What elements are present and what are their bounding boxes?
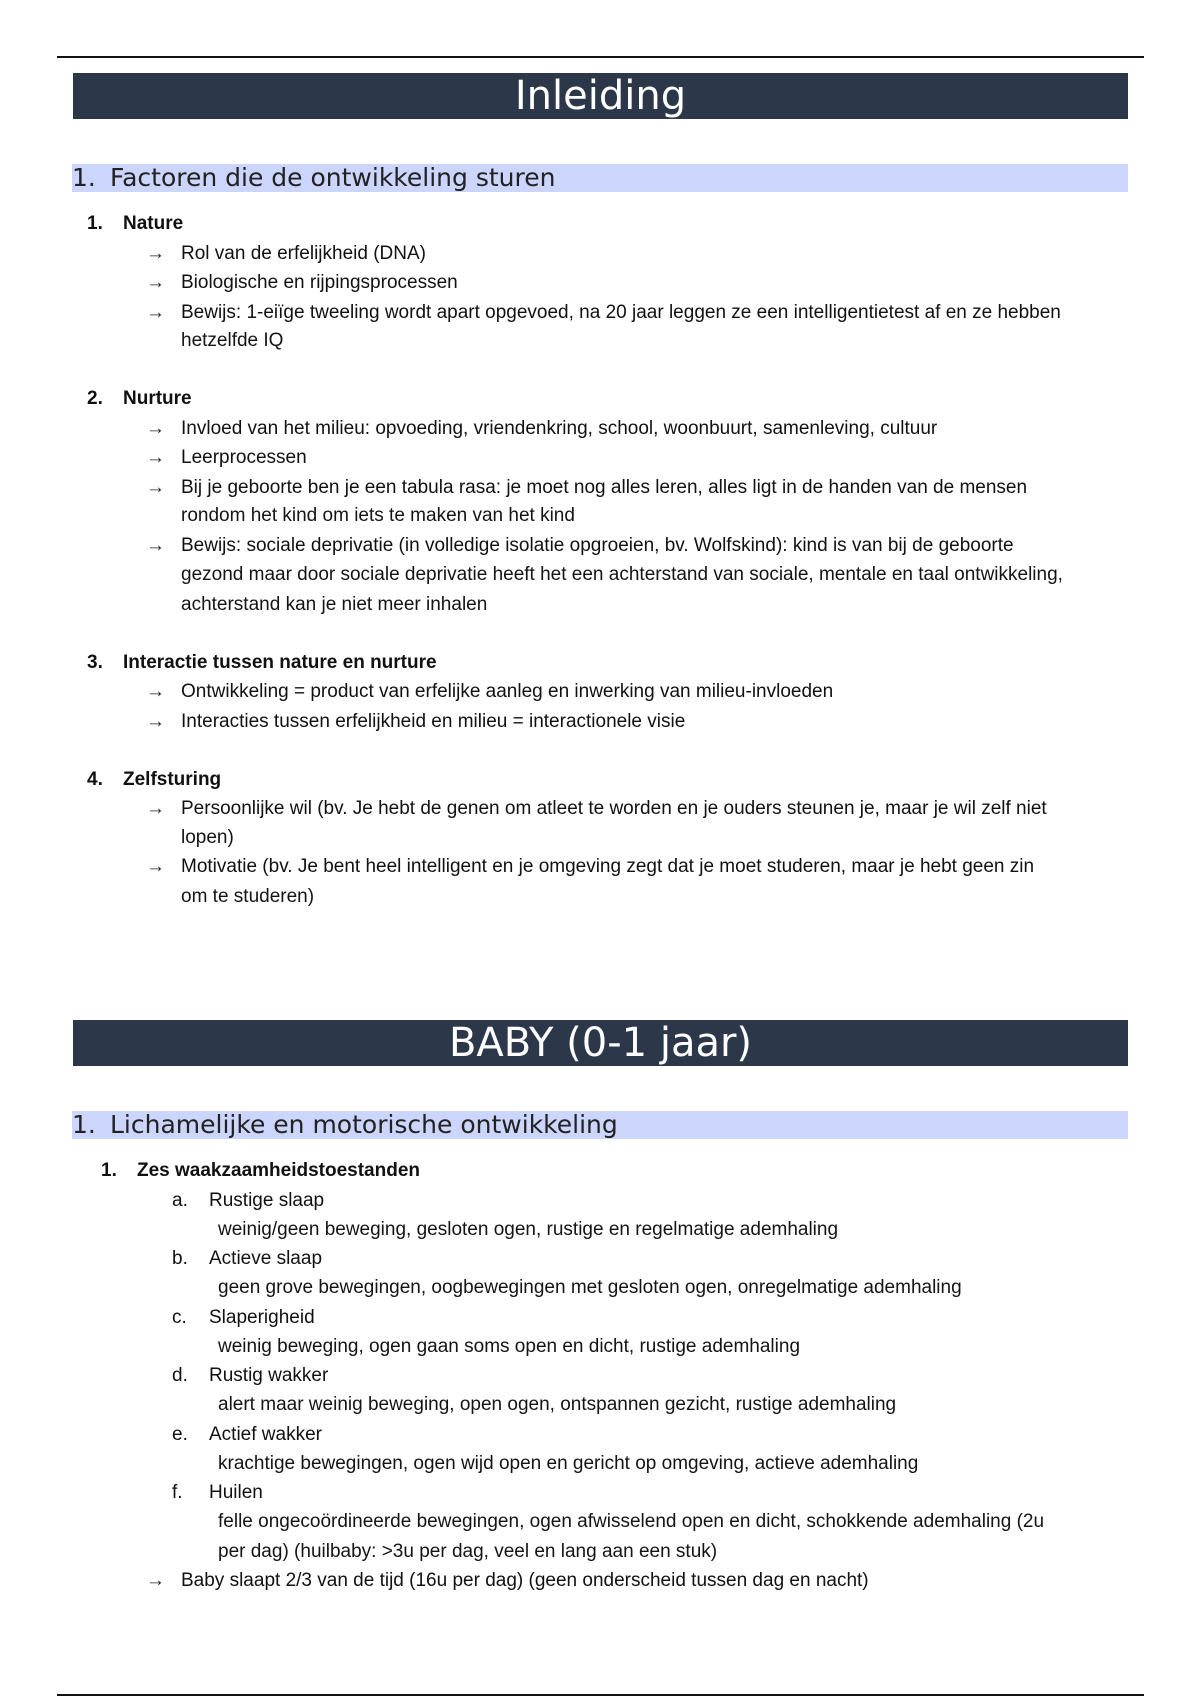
arrow-icon: → (146, 272, 165, 293)
item-heading-interactie: 3. Interactie tussen nature en nurture (87, 652, 437, 673)
list-item-continuation: achterstand kan je niet meer inhalen (181, 594, 488, 615)
subheading-text: Factoren die de ontwikkeling sturen (110, 163, 556, 192)
subheading-lichamelijk (72, 1111, 1128, 1139)
state-description: geen grove bewegingen, oogbewegingen met gesloten ogen, onregelmatige ademhaling (218, 1277, 962, 1298)
arrow-icon: → (146, 856, 165, 877)
arrow-icon: → (146, 477, 165, 498)
state-description: krachtige bewegingen, ogen wijd open en gericht op omgeving, actieve ademhaling (218, 1453, 919, 1474)
item-heading-nurture: 2. Nurture (87, 388, 192, 409)
arrow-icon: → (146, 418, 165, 439)
section-banner-inleiding: Inleiding (73, 73, 1128, 119)
subheading-number: 1. (72, 1110, 96, 1139)
list-item-continuation: lopen) (181, 827, 234, 848)
list-item-continuation: gezond maar door sociale deprivatie heeft het een achterstand van sociale, mentale en taal ontwikkeling, (181, 564, 1063, 585)
state-description: per dag) (huilbaby: >3u per dag, veel en lang aan een stuk) (218, 1541, 718, 1562)
state-description: weinig beweging, ogen gaan soms open en dicht, rustige ademhaling (218, 1336, 801, 1357)
arrow-icon: → (146, 447, 165, 468)
arrow-icon: → (146, 243, 165, 264)
item-heading-waakzaamheid: 1. Zes waakzaamheidstoestanden (101, 1160, 420, 1181)
arrow-icon: → (146, 798, 165, 819)
arrow-icon: → (146, 1570, 165, 1591)
state-description: weinig/geen beweging, gesloten ogen, rustige en regelmatige ademhaling (218, 1219, 839, 1240)
item-heading-nature: 1. Nature (87, 213, 184, 234)
arrow-icon: → (146, 302, 165, 323)
arrow-icon: → (146, 535, 165, 556)
subheading-number: 1. (72, 163, 96, 192)
state-description: felle ongecoördineerde bewegingen, ogen afwisselend open en dicht, schokkende ademhaling (2u (218, 1511, 1045, 1532)
arrow-icon: → (146, 711, 165, 732)
arrow-icon: → (146, 681, 165, 702)
list-item-continuation: hetzelfde IQ (181, 330, 284, 351)
top-rule (57, 56, 1144, 58)
list-item-continuation: om te studeren) (181, 886, 315, 907)
subheading-text: Lichamelijke en motorische ontwikkeling (110, 1110, 618, 1139)
subheading-factoren (72, 164, 1128, 192)
list-item-continuation: rondom het kind om iets te maken van het kind (181, 505, 575, 526)
bottom-rule (57, 1694, 1144, 1696)
item-heading-zelfsturing: 4. Zelfsturing (87, 769, 222, 790)
section-banner-baby: BABY (0-1 jaar) (73, 1020, 1128, 1066)
state-description: alert maar weinig beweging, open ogen, ontspannen gezicht, rustige ademhaling (218, 1394, 897, 1415)
